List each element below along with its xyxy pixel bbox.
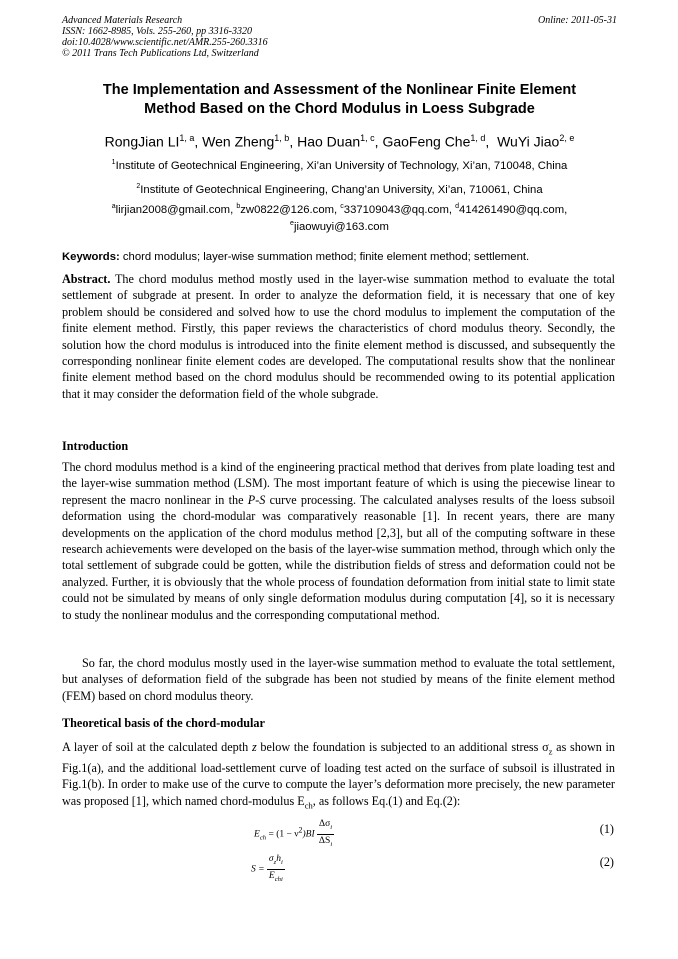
journal-header bbox=[62, 15, 617, 59]
author-name: RongJian LI bbox=[104, 133, 180, 150]
theory-paragraph: A layer of soil at the calculated depth z below the foundation is subjected to an additional stress $\sigma_z$ as shown in Fig.1(a), and the additional load-settlement curve of loading test acted on the surface of subsoil is illustrated in Fig.1(b). In order to make use of the curve to compute the layer’s deformation more precisely, the new parameter was proposed [1], which named chord-modulus $E_{ch}$, as follows Eq.(1) and Eq.(2): bbox=[62, 740, 616, 811]
email-link[interactable]: lirjian2008@gmail.com, bbox=[115, 203, 234, 216]
author-sup: 1, a bbox=[179, 133, 195, 143]
section-heading-introduction: Introduction bbox=[62, 439, 129, 453]
equation-1-fraction: $\frac{\Delta\sigma_i}{\Delta S_i}$ bbox=[318, 819, 333, 848]
affiliation-1: $^1$Institute of Geotechnical Engineering, Xi’an University of Technology, Xi’an, 710048, China bbox=[111, 159, 568, 172]
equation-2-label: (2) bbox=[599, 855, 614, 869]
author-sup: 2, e bbox=[559, 133, 575, 143]
equation-1: $E_{ch} = (1 - \nu^2)BI$ $\frac{\Delta\sigma_i}{\Delta S_i}$ bbox=[254, 818, 334, 851]
copyright-line: © 2011 Trans Tech Publications Ltd, Switzerland bbox=[62, 48, 259, 59]
abstract bbox=[62, 271, 615, 402]
online-date: Online: 2011-05-31 bbox=[538, 15, 617, 26]
keywords-label: Keywords: bbox=[62, 251, 120, 263]
author-sup: 1, d bbox=[470, 133, 486, 143]
email-link[interactable]: jiaowuyi@163.com bbox=[293, 220, 389, 233]
author-sup: 1, c bbox=[360, 133, 375, 143]
equation-2: S = $\frac{\sigma_zh_i}{E_{chi}}$ bbox=[251, 853, 285, 886]
issn-line: ISSN: 1662-8985, Vols. 255-260, pp 3316-3320 bbox=[62, 26, 252, 37]
author-list: RongJian LI$^{1, a}$, Wen Zheng$^{1, b}$, Hao Duan$^{1, c}$, GaoFeng Che$^{1, d}$, WuYi Jiao$^{2, e}$ bbox=[104, 133, 575, 150]
author-sup: 1, b bbox=[274, 133, 290, 143]
introduction-paragraph-1: The chord modulus method is a kind of the engineering practical method that derives from plate loading test and the layer-wise summation method (LSM). The most important feature of which is using the piecewise linear to represent the macro nonlinear in the P-S curve processing. The calculated analyses results of the loess subsoil deformation using the chord-modular was comparatively reasonable [1]. In recent years, there are many developments on the application of the chord modulus method [2,3], but all of the computing software in these research achievements were developed on the basis of the layer-wise summation method, through which only the total settlement of subgrade could be gotten, while the distribution fields of stress and deformation could not be analyzed. Further, it is obviously that the whole process of foundation deformation from initial state to limit state could not be simulated by means of only single deformation modulus during computation [4], so it is necessary to study the nonlinear modulus and the corresponding computational method. bbox=[62, 460, 616, 622]
title-line-1: The Implementation and Assessment of the Nonlinear Finite Element bbox=[102, 82, 577, 98]
abstract-label: Abstract. bbox=[62, 272, 111, 286]
email-link[interactable]: 337109043@qq.com, bbox=[343, 203, 452, 216]
email-link[interactable]: 414261490@qq.com, bbox=[459, 203, 568, 216]
affiliation-2: $^2$Institute of Geotechnical Engineering, Chang’an University, Xi’an, 710061, China bbox=[136, 183, 543, 196]
author-emails: $^a$lirjian2008@gmail.com, $^b$zw0822@126.com, $^c$337109043@qq.com, $^d$414261490@qq.com, $^e$jiaowuyi@163.com bbox=[111, 203, 568, 233]
abstract-text: The chord modulus method mostly used in the layer-wise summation method to evaluate the total settlement of subgrade at present. In order to analyze the deformation field, it is necessary that one of key problem should be considered and solved how to use the chord modulus to implement the computation of the finite element method. Firstly, this paper reviews the characteristics of chord modulus theory. Secondly, the solution how the chord modulus is introduced into the finite element method is discussed, and subsequently the corresponding nonlinear finite element codes are developed. The computational results show that the nonlinear finite element method based on the chord modulus should be recommended owing to its potential application that it may consider the deformation field of the whole subgrade. bbox=[62, 272, 615, 401]
introduction-paragraph-2: So far, the chord modulus mostly used in the layer-wise summation method to evaluate the total settlement, but analyses of deformation field of the subgrade has been not studied by means of the finite element method (FEM) based on chord modulus theory. bbox=[62, 656, 615, 703]
paper-title bbox=[62, 81, 617, 119]
keywords-text: chord modulus; layer-wise summation method; finite element method; settlement. bbox=[122, 251, 530, 263]
author-name: Wen Zheng bbox=[202, 133, 275, 150]
section-heading-theory: Theoretical basis of the chord-modular bbox=[62, 716, 265, 730]
title-line-2: Method Based on the Chord Modulus in Loess Subgrade bbox=[144, 101, 535, 117]
author-name: Hao Duan bbox=[297, 133, 361, 150]
keywords bbox=[62, 250, 617, 264]
email-link[interactable]: zw0822@126.com, bbox=[240, 203, 338, 216]
doi-line: doi:10.4028/www.scientific.net/AMR.255-260.3316 bbox=[62, 37, 268, 48]
equation-2-fraction: $\frac{\sigma_zh_i}{E_{chi}}$ bbox=[268, 854, 283, 883]
equation-1-label: (1) bbox=[599, 822, 614, 836]
author-name: WuYi Jiao bbox=[497, 133, 560, 150]
author-name: GaoFeng Che bbox=[382, 133, 471, 150]
journal-name: Advanced Materials Research bbox=[62, 15, 183, 26]
